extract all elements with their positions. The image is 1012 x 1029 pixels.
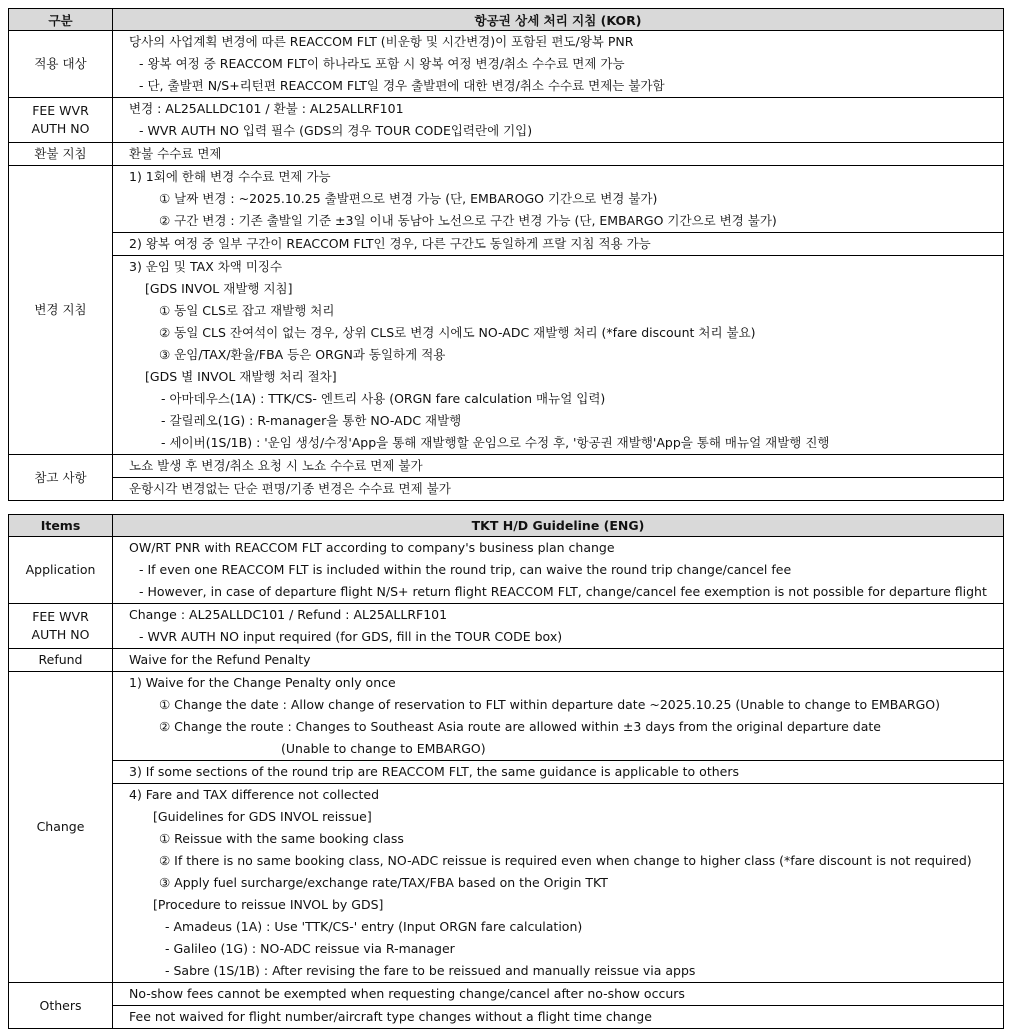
label-line: AUTH NO [31,627,90,642]
text-line: - 단, 출발편 N/S+리턴편 REACCOM FLT일 경우 출발편에 대한 변경/취소 수수료 면제는 불가함 [139,78,665,93]
text-line: [GDS 별 INVOL 재발행 처리 절차] [145,369,337,384]
text-line: [Guidelines for GDS INVOL reissue] [153,809,372,824]
label-line: FEE WVR [32,103,89,118]
label-line: FEE WVR [32,609,89,624]
others-row [9,983,1004,1006]
application-content [113,537,1004,604]
text-line: - Sabre (1S/1B) : After revising the fare to be reissued and manually reissue via apps [165,963,696,978]
refund-content [113,143,1004,166]
fee-waiver-content [113,98,1004,143]
application-row [9,537,1004,604]
text-line: 변경 : AL25ALLDC101 / 환불 : AL25ALLRF101 [129,101,404,116]
change-row [9,761,1004,784]
text-line: - Amadeus (1A) : Use 'TTK/CS-' entry (Input ORGN fare calculation) [165,919,583,934]
change-row [9,784,1004,983]
refund-content [113,649,1004,672]
change-label: 변경 지침 [9,166,113,455]
text-line: 4) Fare and TAX difference not collected [129,787,379,802]
items-column-header: 구분 [9,9,113,31]
change-row [9,233,1004,256]
text-line: - However, in case of departure flight N/S+ return flight REACCOM FLT, change/cancel fee exemption is not possible for departure flight [139,584,987,599]
text-line: 3) 운임 및 TAX 차액 미징수 [129,259,283,274]
others-content [113,455,1004,478]
fee-waiver-label [9,98,113,143]
text-line: - 세이버(1S/1B) : '운임 생성/수정'App을 통해 재발행할 운임으로 수정 후, '항공권 재발행'App을 통해 매뉴얼 재발행 진행 [161,435,830,450]
text-line: Waive for the Refund Penalty [129,652,311,667]
fee-waiver-label [9,604,113,649]
text-line: ① Reissue with the same booking class [159,831,404,846]
text-line: (Unable to change to EMBARGO) [281,741,486,756]
text-line: Change : AL25ALLDC101 / Refund : AL25ALLRF101 [129,607,448,622]
application-label: 적용 대상 [9,31,113,98]
items-column-header: Items [9,515,113,537]
text-line: 3) If some sections of the round trip are REACCOM FLT, the same guidance is applicable to others [129,764,739,779]
fee-waiver-row [9,98,1004,143]
refund-row [9,649,1004,672]
text-line: - If even one REACCOM FLT is included within the round trip, can waive the round trip change/cancel fee [139,562,792,577]
others-content [113,1006,1004,1029]
text-line: - 갈릴레오(1G) : R-manager을 통한 NO-ADC 재발행 [161,413,462,428]
text-line: ① 동일 CLS로 잡고 재발행 처리 [159,303,335,318]
text-line: ② 동일 CLS 잔여석이 없는 경우, 상위 CLS로 변경 시에도 NO-ADC 재발행 처리 (*fare discount 처리 불요) [159,325,756,340]
change-block-3 [113,256,1004,455]
text-line: No-show fees cannot be exempted when requesting change/cancel after no-show occurs [129,986,685,1001]
change-block-2 [113,233,1004,256]
others-row [9,455,1004,478]
text-line: [GDS INVOL 재발행 지침] [145,281,293,296]
text-line: ③ Apply fuel surcharge/exchange rate/TAX/FBA based on the Origin TKT [159,875,608,890]
change-block-1 [113,672,1004,761]
text-line: - 왕복 여정 중 REACCOM FLT이 하나라도 포함 시 왕복 여정 변경/취소 수수료 면제 가능 [139,56,625,71]
others-content [113,478,1004,501]
change-label: Change [9,672,113,983]
guideline-table-eng [8,514,1004,1029]
text-line: 1) 1회에 한해 변경 수수료 면제 가능 [129,169,331,184]
text-line: OW/RT PNR with REACCOM FLT according to company's business plan change [129,540,615,555]
text-line: ① 날짜 변경 : ~2025.10.25 출발편으로 변경 가능 (단, EMBAROGO 기간으로 변경 불가) [159,191,658,206]
others-row [9,1006,1004,1029]
text-line: 1) Waive for the Change Penalty only once [129,675,396,690]
text-line: ② 구간 변경 : 기존 출발일 기준 ±3일 이내 동남아 노선으로 구간 변경 가능 (단, EMBARGO 기간으로 변경 불가) [159,213,777,228]
label-line: AUTH NO [31,121,90,136]
text-line: - WVR AUTH NO input required (for GDS, fill in the TOUR CODE box) [139,629,563,644]
change-row [9,256,1004,455]
text-line: ② Change the route : Changes to Southeast Asia route are allowed within ±3 days from the original departure date [159,719,881,734]
text-line: Fee not waived for flight number/aircraft type changes without a flight time change [129,1009,652,1024]
application-row [9,31,1004,98]
guideline-column-header: 항공권 상세 처리 지침 (KOR) [113,9,1004,31]
others-content [113,983,1004,1006]
application-label: Application [9,537,113,604]
fee-waiver-row [9,604,1004,649]
text-line: ③ 운임/TAX/환율/FBA 등은 ORGN과 동일하게 적용 [159,347,446,362]
text-line: 2) 왕복 여정 중 일부 구간이 REACCOM FLT인 경우, 다른 구간도 동일하게 프랄 지침 적용 가능 [129,236,651,251]
text-line: - 아마데우스(1A) : TTK/CS- 엔트리 사용 (ORGN fare calculation 매뉴얼 입력) [161,391,606,406]
table-header-row [9,9,1004,31]
others-label: Others [9,983,113,1029]
fee-waiver-content [113,604,1004,649]
text-line: 노쇼 발생 후 변경/취소 요청 시 노쇼 수수료 면제 불가 [129,458,423,473]
change-row [9,166,1004,233]
change-block-2 [113,761,1004,784]
text-line: - WVR AUTH NO 입력 필수 (GDS의 경우 TOUR CODE입력란에 기입) [139,123,533,138]
text-line: [Procedure to reissue INVOL by GDS] [153,897,384,912]
others-label: 참고 사항 [9,455,113,501]
text-line: 운항시각 변경없는 단순 편명/기종 변경은 수수료 면제 불가 [129,481,451,496]
application-content [113,31,1004,98]
guideline-column-header: TKT H/D Guideline (ENG) [113,515,1004,537]
change-block-3 [113,784,1004,983]
text-line: ① Change the date : Allow change of reservation to FLT within departure date ~2025.10.25 (Unable to change to EMBARGO) [159,697,940,712]
text-line: ② If there is no same booking class, NO-ADC reissue is required even when change to higher class (*fare discount is not required) [159,853,972,868]
table-header-row [9,515,1004,537]
text-line: 당사의 사업계획 변경에 따른 REACCOM FLT (비운항 및 시간변경)이 포함된 편도/왕복 PNR [129,34,634,49]
text-line: 환불 수수료 면제 [129,146,222,161]
refund-label: 환불 지침 [9,143,113,166]
text-line: - Galileo (1G) : NO-ADC reissue via R-manager [165,941,455,956]
change-block-1 [113,166,1004,233]
others-row [9,478,1004,501]
refund-row [9,143,1004,166]
change-row [9,672,1004,761]
refund-label: Refund [9,649,113,672]
guideline-table-kor [8,8,1004,501]
